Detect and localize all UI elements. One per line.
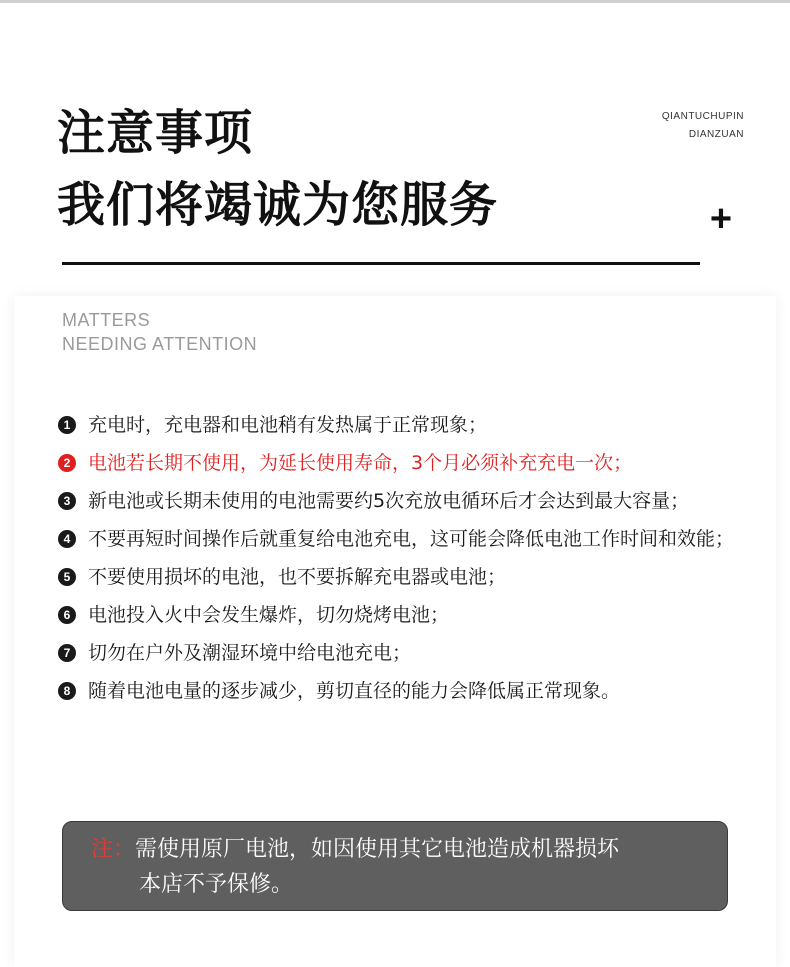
- list-item: [58, 444, 758, 482]
- list-item-text: 不要再短时间操作后就重复给电池充电，这可能会降低电池工作时间和效能；: [88, 528, 735, 550]
- list-item-text: 不要使用损坏的电池，也不要拆解充电器或电池；: [88, 566, 507, 588]
- plus-icon: +: [709, 198, 733, 240]
- top-divider: [0, 0, 790, 3]
- list-item: [58, 558, 758, 596]
- number-badge-icon: 8: [58, 682, 76, 700]
- subtitle-line-2: NEEDING ATTENTION: [62, 334, 258, 354]
- note-text-1: 需使用原厂电池，如因使用其它电池造成机器损坏: [135, 837, 620, 862]
- list-item: [58, 634, 758, 672]
- list-item: [58, 672, 758, 710]
- list-item-text: 电池投入火中会发生爆炸，切勿烧烤电池；: [88, 604, 450, 626]
- list-item-text: 切勿在户外及潮湿环境中给电池充电；: [88, 642, 412, 664]
- list-item: [58, 596, 758, 634]
- brand-line-2: DIANZUAN: [688, 129, 744, 140]
- subtitle-line-1: MATTERS: [62, 310, 151, 330]
- note-label: 注：: [91, 837, 136, 862]
- note-line-1: [91, 832, 703, 867]
- list-item: [58, 520, 758, 558]
- note-line-2: 本店不予保修。: [139, 872, 294, 897]
- page-subtitle-cn: 我们将竭诚为您服务: [57, 177, 499, 233]
- list-item: [58, 406, 758, 444]
- english-subtitle: [62, 308, 257, 356]
- number-badge-icon: 7: [58, 644, 76, 662]
- list-item: [58, 482, 758, 520]
- list-item-text: 随着电池电量的逐步减少，剪切直径的能力会降低属正常现象。: [88, 680, 621, 702]
- brand-line-1: QIANTUCHUPIN: [661, 111, 744, 122]
- warranty-note: [62, 821, 728, 911]
- number-badge-icon: 6: [58, 606, 76, 624]
- page-title: 注意事项: [57, 105, 254, 161]
- number-badge-icon: 2: [58, 454, 76, 472]
- number-badge-icon: 3: [58, 492, 76, 510]
- list-item-text: 电池若长期不使用，为延长使用寿命，3个月必须补充充电一次；: [88, 452, 633, 474]
- notice-list: [58, 406, 758, 710]
- header-rule: [62, 262, 700, 265]
- number-badge-icon: 5: [58, 568, 76, 586]
- list-item-text: 新电池或长期未使用的电池需要约5次充放电循环后才会达到最大容量；: [88, 490, 690, 512]
- brand-text: [662, 108, 744, 144]
- list-item-text: 充电时，充电器和电池稍有发热属于正常现象；: [88, 414, 488, 436]
- number-badge-icon: 4: [58, 530, 76, 548]
- number-badge-icon: 1: [58, 416, 76, 434]
